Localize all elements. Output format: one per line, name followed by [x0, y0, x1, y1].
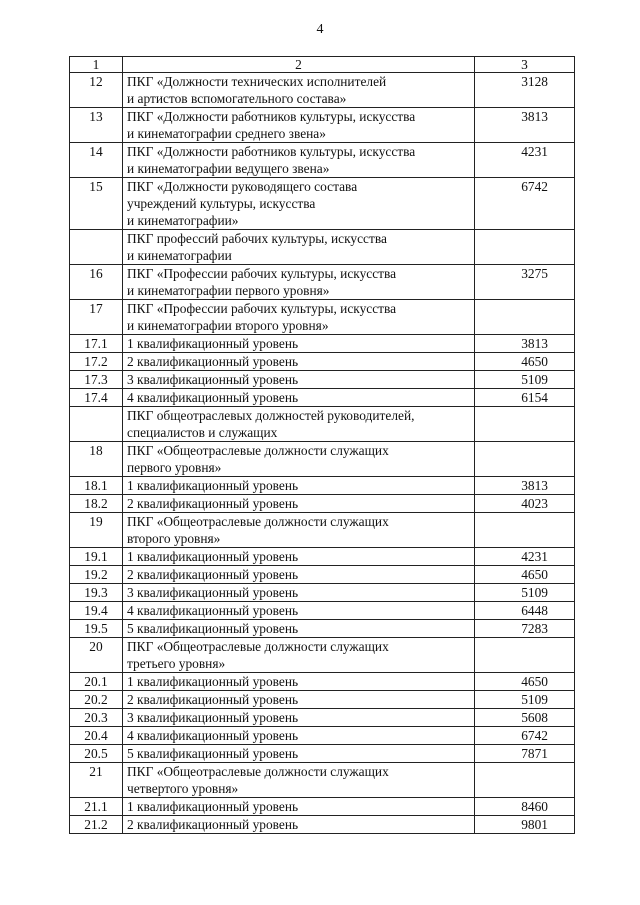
row-number-cell: 19.5: [70, 620, 123, 638]
row-value-cell: 7283: [475, 620, 575, 638]
row-value-cell: 5109: [475, 584, 575, 602]
row-number-cell: 21.1: [70, 798, 123, 816]
row-number-cell: 15: [70, 178, 123, 230]
row-name-cell: ПКГ «Общеотраслевые должности служащих четвертого уровня»: [123, 763, 475, 798]
table-row: [70, 620, 575, 638]
row-name-cell: 4 квалификационный уровень: [123, 389, 475, 407]
row-number-cell: 19: [70, 513, 123, 548]
row-value-cell: 3813: [475, 335, 575, 353]
row-name-cell: ПКГ «Должности технических исполнителей и артистов вспомогательного состава»: [123, 73, 475, 108]
row-value-cell: 4650: [475, 566, 575, 584]
row-name-cell: 2 квалификационный уровень: [123, 816, 475, 834]
row-name-cell: ПКГ «Общеотраслевые должности служащих второго уровня»: [123, 513, 475, 548]
row-number-cell: 20: [70, 638, 123, 673]
table-row: [70, 691, 575, 709]
table-row: [70, 300, 575, 335]
row-name-cell: ПКГ «Должности работников культуры, искусства и кинематографии среднего звена»: [123, 108, 475, 143]
header-col-2: 2: [123, 57, 475, 73]
row-number-cell: 17.1: [70, 335, 123, 353]
row-number-cell: 14: [70, 143, 123, 178]
row-name-cell: ПКГ «Должности руководящего состава учреждений культуры, искусства и кинематографии»: [123, 178, 475, 230]
row-number-cell: 17.3: [70, 371, 123, 389]
table-row: [70, 442, 575, 477]
table-row: [70, 673, 575, 691]
row-number-cell: 17.2: [70, 353, 123, 371]
table-row: [70, 798, 575, 816]
table-row: [70, 548, 575, 566]
row-value-cell: [475, 230, 575, 265]
row-number-cell: 20.4: [70, 727, 123, 745]
row-number-cell: 17: [70, 300, 123, 335]
row-number-cell: 19.3: [70, 584, 123, 602]
row-value-cell: [475, 442, 575, 477]
table-row: [70, 477, 575, 495]
table-row: [70, 335, 575, 353]
row-number-cell: 16: [70, 265, 123, 300]
row-name-cell: ПКГ общеотраслевых должностей руководителей, специалистов и служащих: [123, 407, 475, 442]
table-row: [70, 178, 575, 230]
row-number-cell: 21.2: [70, 816, 123, 834]
row-number-cell: 20.1: [70, 673, 123, 691]
row-name-cell: 1 квалификационный уровень: [123, 477, 475, 495]
row-name-cell: 1 квалификационный уровень: [123, 798, 475, 816]
row-value-cell: 4231: [475, 548, 575, 566]
table-header-row: [70, 57, 575, 73]
row-value-cell: 5608: [475, 709, 575, 727]
table-row: [70, 495, 575, 513]
table-row: [70, 73, 575, 108]
row-value-cell: 9801: [475, 816, 575, 834]
row-name-cell: 3 квалификационный уровень: [123, 584, 475, 602]
table-row: [70, 638, 575, 673]
row-name-cell: 5 квалификационный уровень: [123, 620, 475, 638]
table-row: [70, 230, 575, 265]
row-number-cell: 19.2: [70, 566, 123, 584]
row-name-cell: 3 квалификационный уровень: [123, 371, 475, 389]
row-value-cell: 6448: [475, 602, 575, 620]
row-number-cell: 18: [70, 442, 123, 477]
row-value-cell: 7871: [475, 745, 575, 763]
row-name-cell: ПКГ «Общеотраслевые должности служащих первого уровня»: [123, 442, 475, 477]
page-number: 4: [316, 22, 324, 37]
row-name-cell: 1 квалификационный уровень: [123, 335, 475, 353]
row-number-cell: 19.1: [70, 548, 123, 566]
row-value-cell: 4231: [475, 143, 575, 178]
row-name-cell: ПКГ «Должности работников культуры, искусства и кинематографии ведущего звена»: [123, 143, 475, 178]
row-name-cell: ПКГ профессий рабочих культуры, искусства и кинематографии: [123, 230, 475, 265]
row-number-cell: 17.4: [70, 389, 123, 407]
row-number-cell: 21: [70, 763, 123, 798]
row-value-cell: 6154: [475, 389, 575, 407]
row-name-cell: ПКГ «Профессии рабочих культуры, искусства и кинематографии второго уровня»: [123, 300, 475, 335]
row-value-cell: 3813: [475, 477, 575, 495]
row-value-cell: 5109: [475, 691, 575, 709]
row-number-cell: 20.5: [70, 745, 123, 763]
row-value-cell: 3813: [475, 108, 575, 143]
row-value-cell: 3128: [475, 73, 575, 108]
table-row: [70, 566, 575, 584]
row-value-cell: 6742: [475, 727, 575, 745]
row-name-cell: ПКГ «Профессии рабочих культуры, искусства и кинематографии первого уровня»: [123, 265, 475, 300]
table-row: [70, 389, 575, 407]
row-value-cell: [475, 763, 575, 798]
table-row: [70, 745, 575, 763]
row-number-cell: 18.2: [70, 495, 123, 513]
table-body: [70, 73, 575, 834]
salary-table: [69, 56, 575, 834]
table-row: [70, 371, 575, 389]
table-row: [70, 763, 575, 798]
row-name-cell: 4 квалификационный уровень: [123, 727, 475, 745]
row-number-cell: 18.1: [70, 477, 123, 495]
table-row: [70, 353, 575, 371]
row-name-cell: 1 квалификационный уровень: [123, 548, 475, 566]
row-name-cell: 2 квалификационный уровень: [123, 495, 475, 513]
row-number-cell: 20.2: [70, 691, 123, 709]
row-number-cell: [70, 230, 123, 265]
row-name-cell: 4 квалификационный уровень: [123, 602, 475, 620]
row-value-cell: 5109: [475, 371, 575, 389]
table-row: [70, 602, 575, 620]
header-col-1: 1: [70, 57, 123, 73]
row-name-cell: ПКГ «Общеотраслевые должности служащих третьего уровня»: [123, 638, 475, 673]
row-value-cell: 4650: [475, 353, 575, 371]
row-name-cell: 5 квалификационный уровень: [123, 745, 475, 763]
row-name-cell: 2 квалификационный уровень: [123, 691, 475, 709]
row-name-cell: 1 квалификационный уровень: [123, 673, 475, 691]
row-name-cell: 2 квалификационный уровень: [123, 566, 475, 584]
row-value-cell: 4023: [475, 495, 575, 513]
row-value-cell: [475, 407, 575, 442]
table-row: [70, 709, 575, 727]
row-value-cell: [475, 638, 575, 673]
row-number-cell: 12: [70, 73, 123, 108]
table-row: [70, 265, 575, 300]
row-number-cell: 20.3: [70, 709, 123, 727]
row-value-cell: 8460: [475, 798, 575, 816]
row-name-cell: 2 квалификационный уровень: [123, 353, 475, 371]
table-row: [70, 108, 575, 143]
header-col-3: 3: [475, 57, 575, 73]
table-row: [70, 816, 575, 834]
row-name-cell: 3 квалификационный уровень: [123, 709, 475, 727]
row-value-cell: [475, 513, 575, 548]
row-value-cell: 3275: [475, 265, 575, 300]
table-row: [70, 584, 575, 602]
row-value-cell: 4650: [475, 673, 575, 691]
table-row: [70, 407, 575, 442]
table-row: [70, 143, 575, 178]
table-row: [70, 727, 575, 745]
row-number-cell: 13: [70, 108, 123, 143]
table-row: [70, 513, 575, 548]
row-number-cell: 19.4: [70, 602, 123, 620]
row-number-cell: [70, 407, 123, 442]
row-value-cell: [475, 300, 575, 335]
row-value-cell: 6742: [475, 178, 575, 230]
